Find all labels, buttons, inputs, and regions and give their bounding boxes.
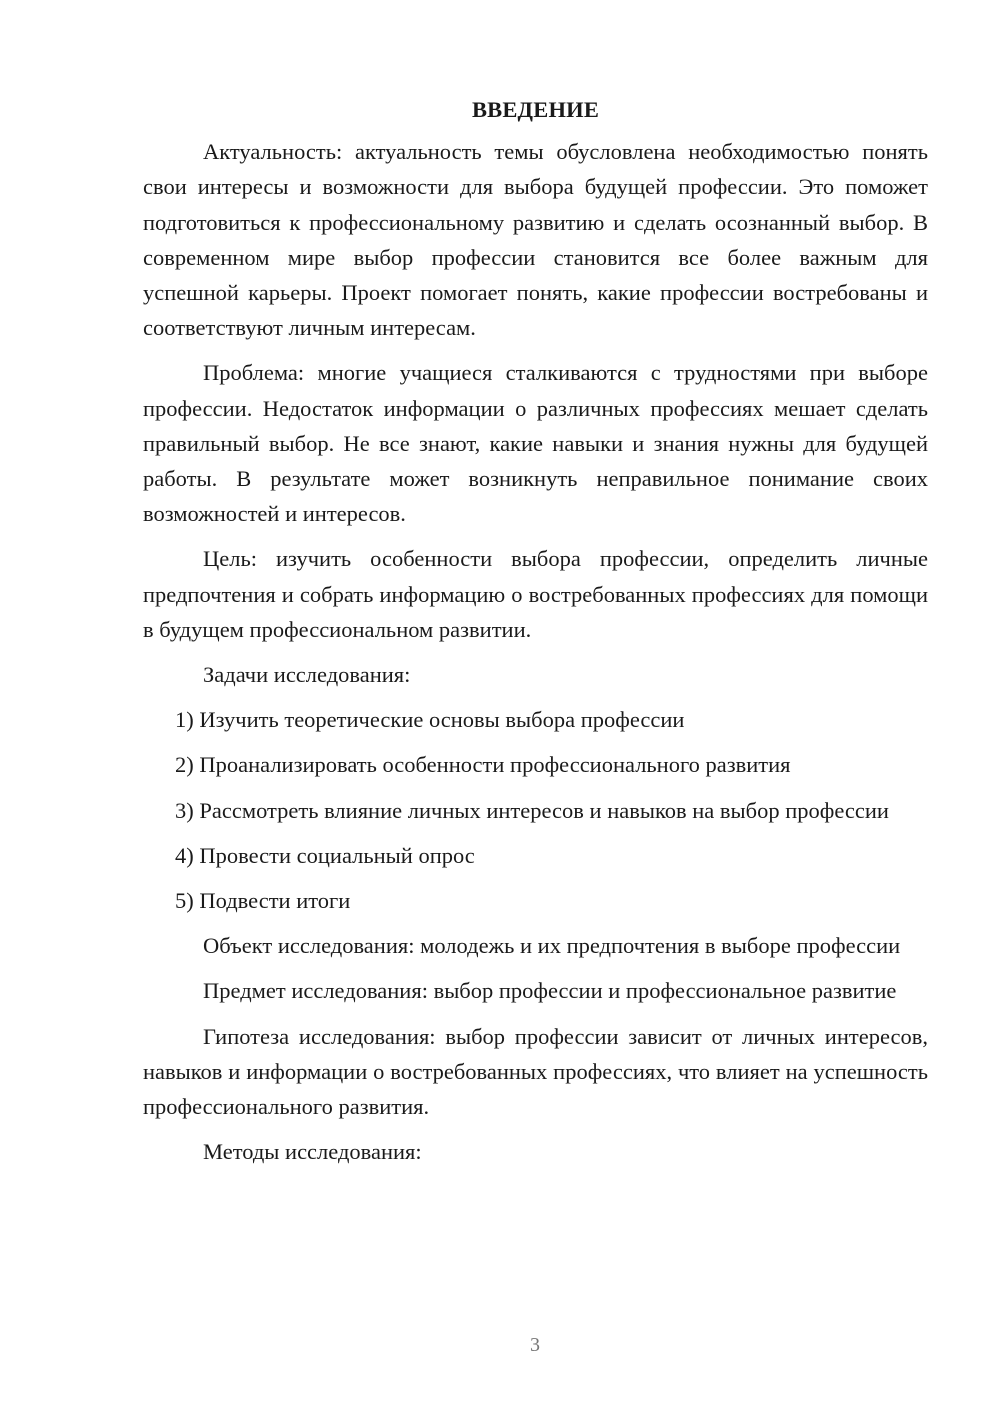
object-paragraph: Объект исследования: молодежь и их предпочтения в выборе профессии bbox=[203, 933, 901, 959]
task-item: 2) Проанализировать особенности профессионального развития bbox=[175, 752, 791, 778]
hypothesis-paragraph: Гипотеза исследования: выбор профессии зависит от личных интересов, навыков и информации о востребованных профессиях, что влияет на успешность профессионального развития. bbox=[143, 1023, 928, 1120]
problem-paragraph: Проблема: многие учащиеся сталкиваются с трудностями при выборе профессии. Недостаток информации о различных профессиях мешает сделать правильный выбор. Не все знают, какие навыки и знания нужны для будущей работы. В результате может возникнуть неправильное понимание своих возможностей и интересов. bbox=[143, 360, 928, 527]
task-item: 3) Рассмотреть влияние личных интересов и навыков на выбор профессии bbox=[175, 797, 889, 823]
task-item: 5) Подвести итоги bbox=[175, 888, 351, 914]
page-content bbox=[143, 92, 928, 1179]
methods-heading: Методы исследования: bbox=[203, 1139, 422, 1165]
task-item: 1) Изучить теоретические основы выбора профессии bbox=[175, 707, 685, 733]
page-title: ВВЕДЕНИЕ bbox=[471, 97, 600, 122]
page-number: 3 bbox=[530, 1334, 540, 1356]
goal-paragraph: Цель: изучить особенности выбора профессии, определить личные предпочтения и собрать информацию о востребованных профессиях для помощи в будущем профессиональном развитии. bbox=[143, 546, 928, 642]
relevance-paragraph: Актуальность: актуальность темы обусловлена необходимостью понять свои интересы и возможности для выбора будущей профессии. Это поможет подготовиться к профессиональному развитию и сделать осознанный выбор. В современном мире выбор профессии становится все более важным для успешной карьеры. Проект помогает понять, какие профессии востребованы и соответствуют личным интересам. bbox=[143, 139, 928, 341]
tasks-heading: Задачи исследования: bbox=[203, 662, 411, 688]
subject-paragraph: Предмет исследования: выбор профессии и профессиональное развитие bbox=[203, 978, 897, 1004]
task-item: 4) Провести социальный опрос bbox=[175, 842, 475, 868]
